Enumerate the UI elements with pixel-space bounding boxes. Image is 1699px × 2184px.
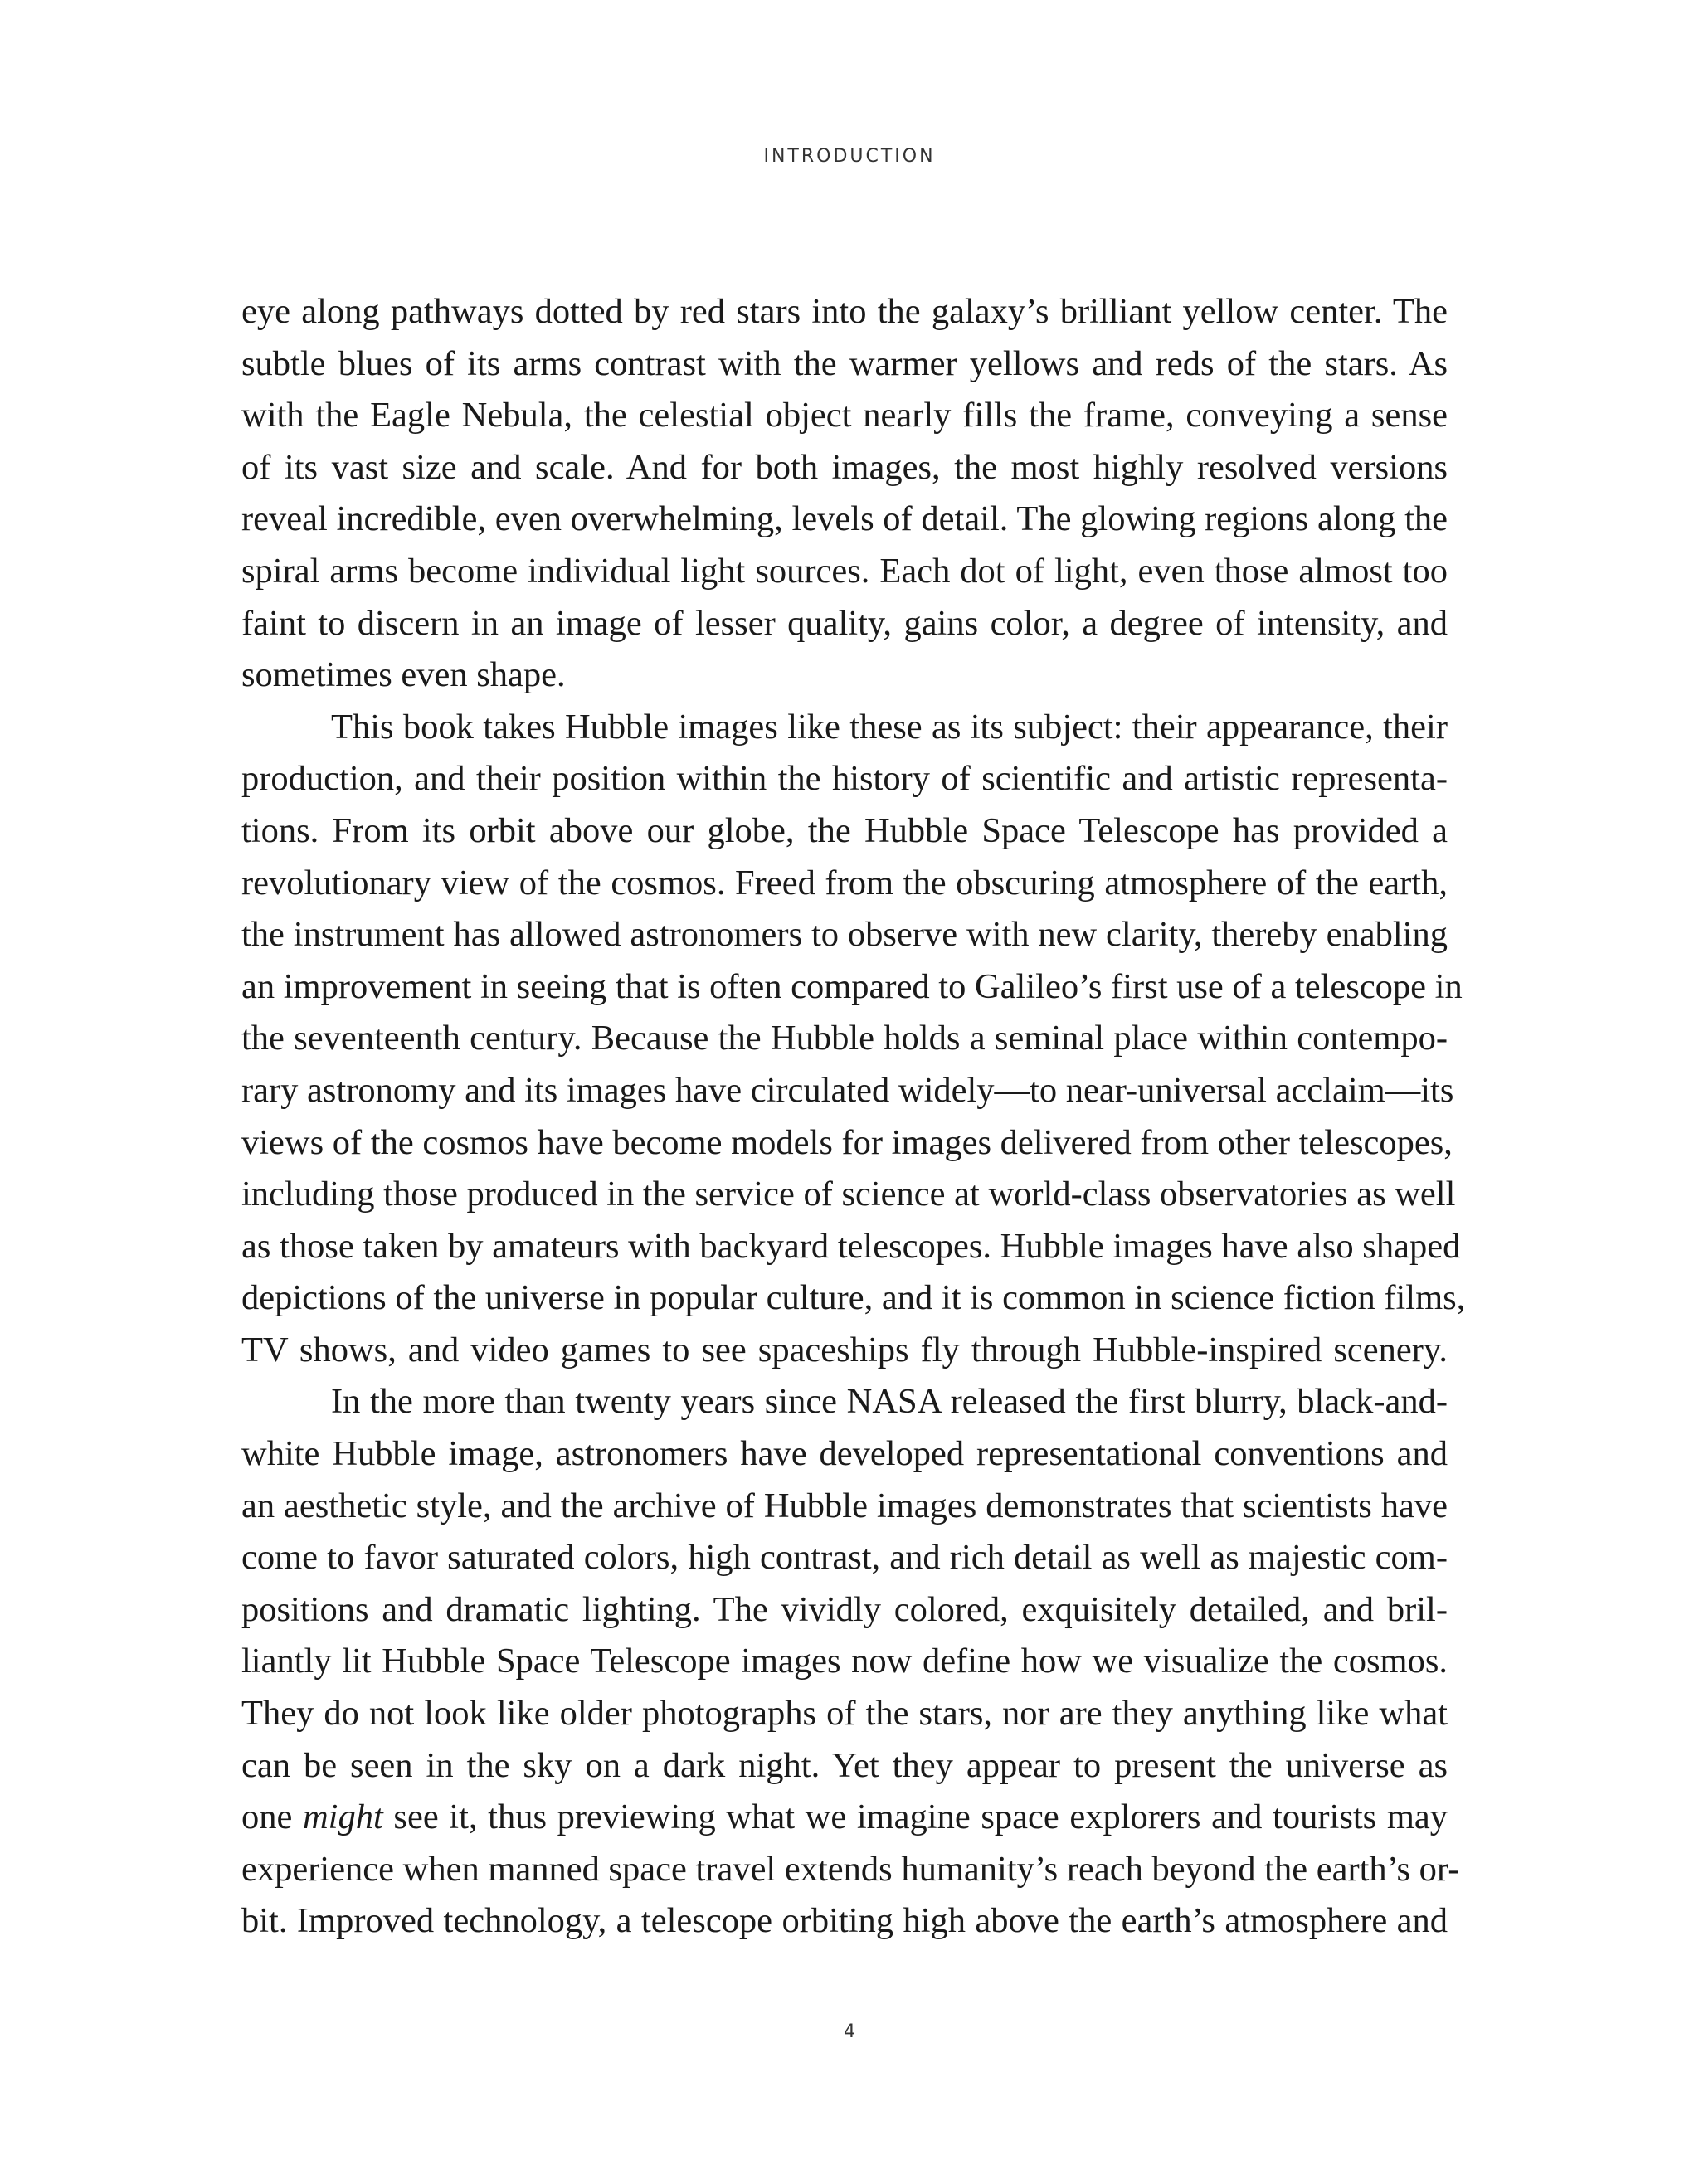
text-line: the seventeenth century. Because the Hubble holds a seminal place within contempo- [241,1019,1448,1058]
text-line: faint to discern in an image of lesser quality, gains color, a degree of intensity, and [241,603,1448,643]
paragraph-end-line: TV shows, and video games to see spaceships fly through Hubble-inspired scenery. [241,1330,1448,1369]
text-line: white Hubble image, astronomers have developed representational conventions and [241,1434,1448,1474]
text-line: revolutionary view of the cosmos. Freed from the obscuring atmosphere of the earth, [241,863,1448,902]
text-line: come to favor saturated colors, high contrast, and rich detail as well as majestic com- [241,1538,1448,1578]
text-line: an aesthetic style, and the archive of Hubble images demonstrates that scientists have [241,1486,1448,1525]
text-line: bit. Improved technology, a telescope orbiting high above the earth’s atmosphere and [241,1901,1448,1941]
line-segment: one [241,1797,303,1837]
text-line: an improvement in seeing that is often compared to Galileo’s first use of a telescope in [241,966,1463,1006]
paragraph-first-line: This book takes Hubble images like these as its subject: their appearance, their [331,707,1448,747]
body-text [241,286,1466,1948]
text-line: spiral arms become individual light sources. Each dot of light, even those almost too [241,551,1448,591]
text-line: can be seen in the sky on a dark night. Yet they appear to present the universe as [241,1745,1448,1785]
text-line: of its vast size and scale. And for both images, the most highly resolved versions [241,447,1448,487]
text-line-with-italic [241,1792,1448,1844]
page-number: 4 [844,2021,855,2042]
text-line: eye along pathways dotted by red stars into the galaxy’s brilliant yellow center. The [241,292,1448,331]
paragraph-first-line: In the more than twenty years since NASA released the first blurry, black-and- [331,1382,1448,1422]
text-line: as those taken by amateurs with backyard telescopes. Hubble images have also shaped [241,1226,1461,1266]
text-line: positions and dramatic lighting. The vividly colored, exquisitely detailed, and bril- [241,1589,1448,1629]
text-line: the instrument has allowed astronomers to observe with new clarity, thereby enabling [241,915,1448,955]
text-line: rary astronomy and its images have circulated widely—to near-universal acclaim—its [241,1070,1454,1110]
italic-emphasis: might [302,1797,383,1837]
paragraph-end-line: sometimes even shape. [241,655,566,695]
text-line: with the Eagle Nebula, the celestial object nearly fills the frame, conveying a sense [241,396,1448,435]
text-line: They do not look like older photographs of the stars, nor are they anything like what [241,1694,1448,1734]
text-line: depictions of the universe in popular culture, and it is common in science fiction films, [241,1278,1466,1318]
text-line: tions. From its orbit above our globe, the Hubble Space Telescope has provided a [241,810,1448,850]
text-line: views of the cosmos have become models for images delivered from other telescopes, [241,1122,1453,1162]
running-head: INTRODUCTION [763,146,936,167]
text-line: reveal incredible, even overwhelming, levels of detail. The glowing regions along the [241,499,1448,539]
line-segment: see it, thus previewing what we imagine space explorers and tourists may [382,1797,1448,1837]
text-line: liantly lit Hubble Space Telescope images now define how we visualize the cosmos. [241,1642,1448,1681]
text-line: production, and their position within the history of scientific and artistic representa- [241,759,1448,799]
text-line: including those produced in the service of science at world-class observatories as well [241,1175,1456,1214]
text-line: subtle blues of its arms contrast with the warmer yellows and reds of the stars. As [241,343,1448,383]
text-line: experience when manned space travel extends humanity’s reach beyond the earth’s or- [241,1849,1460,1889]
